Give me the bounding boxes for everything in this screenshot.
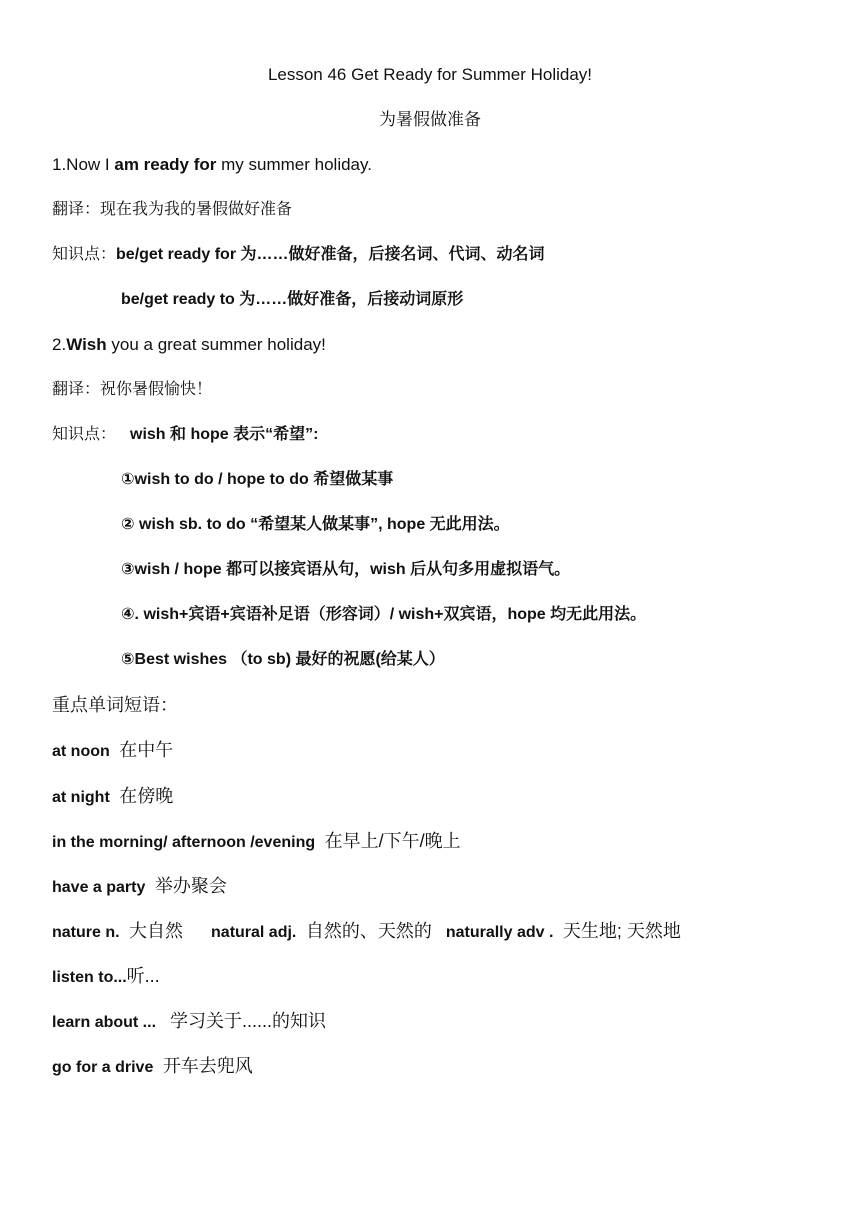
translation-label: 翻译： bbox=[52, 381, 101, 398]
knowledge-text: be/get ready for 为……做好准备，后接名词、代词、动名词 bbox=[116, 246, 545, 263]
sentence-2 bbox=[52, 334, 326, 356]
wish-item-2: ② wish sb. to do “希望某人做某事”, hope 无此用法。 bbox=[121, 516, 510, 533]
vocab-en: in the morning/ afternoon /evening bbox=[52, 834, 316, 851]
knowledge-point-2 bbox=[52, 424, 318, 446]
translation-label: 翻译： bbox=[52, 201, 101, 218]
vocab-item bbox=[52, 785, 173, 809]
sentence-2-rest: you a great summer holiday! bbox=[106, 335, 326, 354]
knowledge-point-1 bbox=[52, 244, 545, 266]
vocab-item bbox=[52, 1010, 326, 1034]
vocab-zh: 大自然 bbox=[129, 921, 184, 941]
vocab-item bbox=[52, 1055, 253, 1079]
vocab-item-nature bbox=[52, 920, 681, 944]
vocab-zh: 举办聚会 bbox=[154, 876, 227, 896]
vocab-zh: 天生地; 天然地 bbox=[562, 921, 681, 941]
translation-2 bbox=[52, 379, 212, 401]
vocab-en: have a party bbox=[52, 879, 146, 896]
translation-text: 现在我为我的暑假做好准备 bbox=[100, 201, 293, 218]
vocab-en: listen to... bbox=[52, 969, 127, 986]
vocab-zh: 在早上/下午/晚上 bbox=[324, 831, 461, 851]
sentence-1-key: am ready for bbox=[114, 155, 217, 174]
page-subtitle: 为暑假做准备 bbox=[379, 110, 481, 129]
vocab-zh: 在中午 bbox=[119, 740, 174, 760]
knowledge-point-1b: be/get ready to 为……做好准备，后接动词原形 bbox=[121, 291, 464, 308]
wish-item-5: ⑤Best wishes （to sb) 最好的祝愿(给某人） bbox=[121, 651, 445, 668]
vocab-en: naturally adv . bbox=[445, 924, 554, 941]
vocab-zh: 在傍晚 bbox=[119, 786, 174, 806]
sentence-1 bbox=[52, 154, 372, 176]
vocab-zh: 学习关于......的知识 bbox=[170, 1011, 327, 1031]
vocab-en: at night bbox=[52, 789, 110, 806]
sentence-1-prefix: 1.Now I bbox=[52, 155, 115, 174]
sentence-2-key: Wish bbox=[66, 335, 107, 354]
vocab-zh: 听... bbox=[126, 966, 160, 986]
knowledge-label: 知识点： bbox=[52, 426, 117, 443]
vocab-en: natural adj. bbox=[211, 924, 297, 941]
vocab-zh: 自然的、天然的 bbox=[305, 921, 432, 941]
vocab-heading: 重点单词短语： bbox=[52, 695, 178, 715]
knowledge-label: 知识点： bbox=[52, 246, 117, 263]
vocab-item bbox=[52, 875, 227, 899]
page-title: Lesson 46 Get Ready for Summer Holiday! bbox=[267, 65, 593, 84]
vocab-item bbox=[52, 965, 160, 989]
translation-1 bbox=[52, 199, 292, 221]
wish-item-4: ④. wish+宾语+宾语补足语（形容词）/ wish+双宾语，hope 均无此用法。 bbox=[121, 606, 647, 623]
vocab-en: at noon bbox=[52, 743, 110, 760]
vocab-en: go for a drive bbox=[52, 1059, 154, 1076]
sentence-2-prefix: 2. bbox=[52, 335, 67, 354]
vocab-zh: 开车去兜风 bbox=[162, 1056, 253, 1076]
knowledge-head: wish 和 hope 表示“希望”: bbox=[130, 426, 319, 443]
vocab-en: learn about ... bbox=[52, 1014, 157, 1031]
vocab-item bbox=[52, 830, 461, 854]
wish-item-1: ①wish to do / hope to do 希望做某事 bbox=[121, 471, 394, 488]
sentence-1-rest: my summer holiday. bbox=[216, 155, 372, 174]
translation-text: 祝你暑假愉快！ bbox=[100, 381, 213, 398]
vocab-en: nature n. bbox=[52, 924, 120, 941]
vocab-item bbox=[52, 739, 173, 763]
wish-item-3: ③wish / hope 都可以接宾语从句，wish 后从句多用虚拟语气。 bbox=[121, 561, 571, 578]
